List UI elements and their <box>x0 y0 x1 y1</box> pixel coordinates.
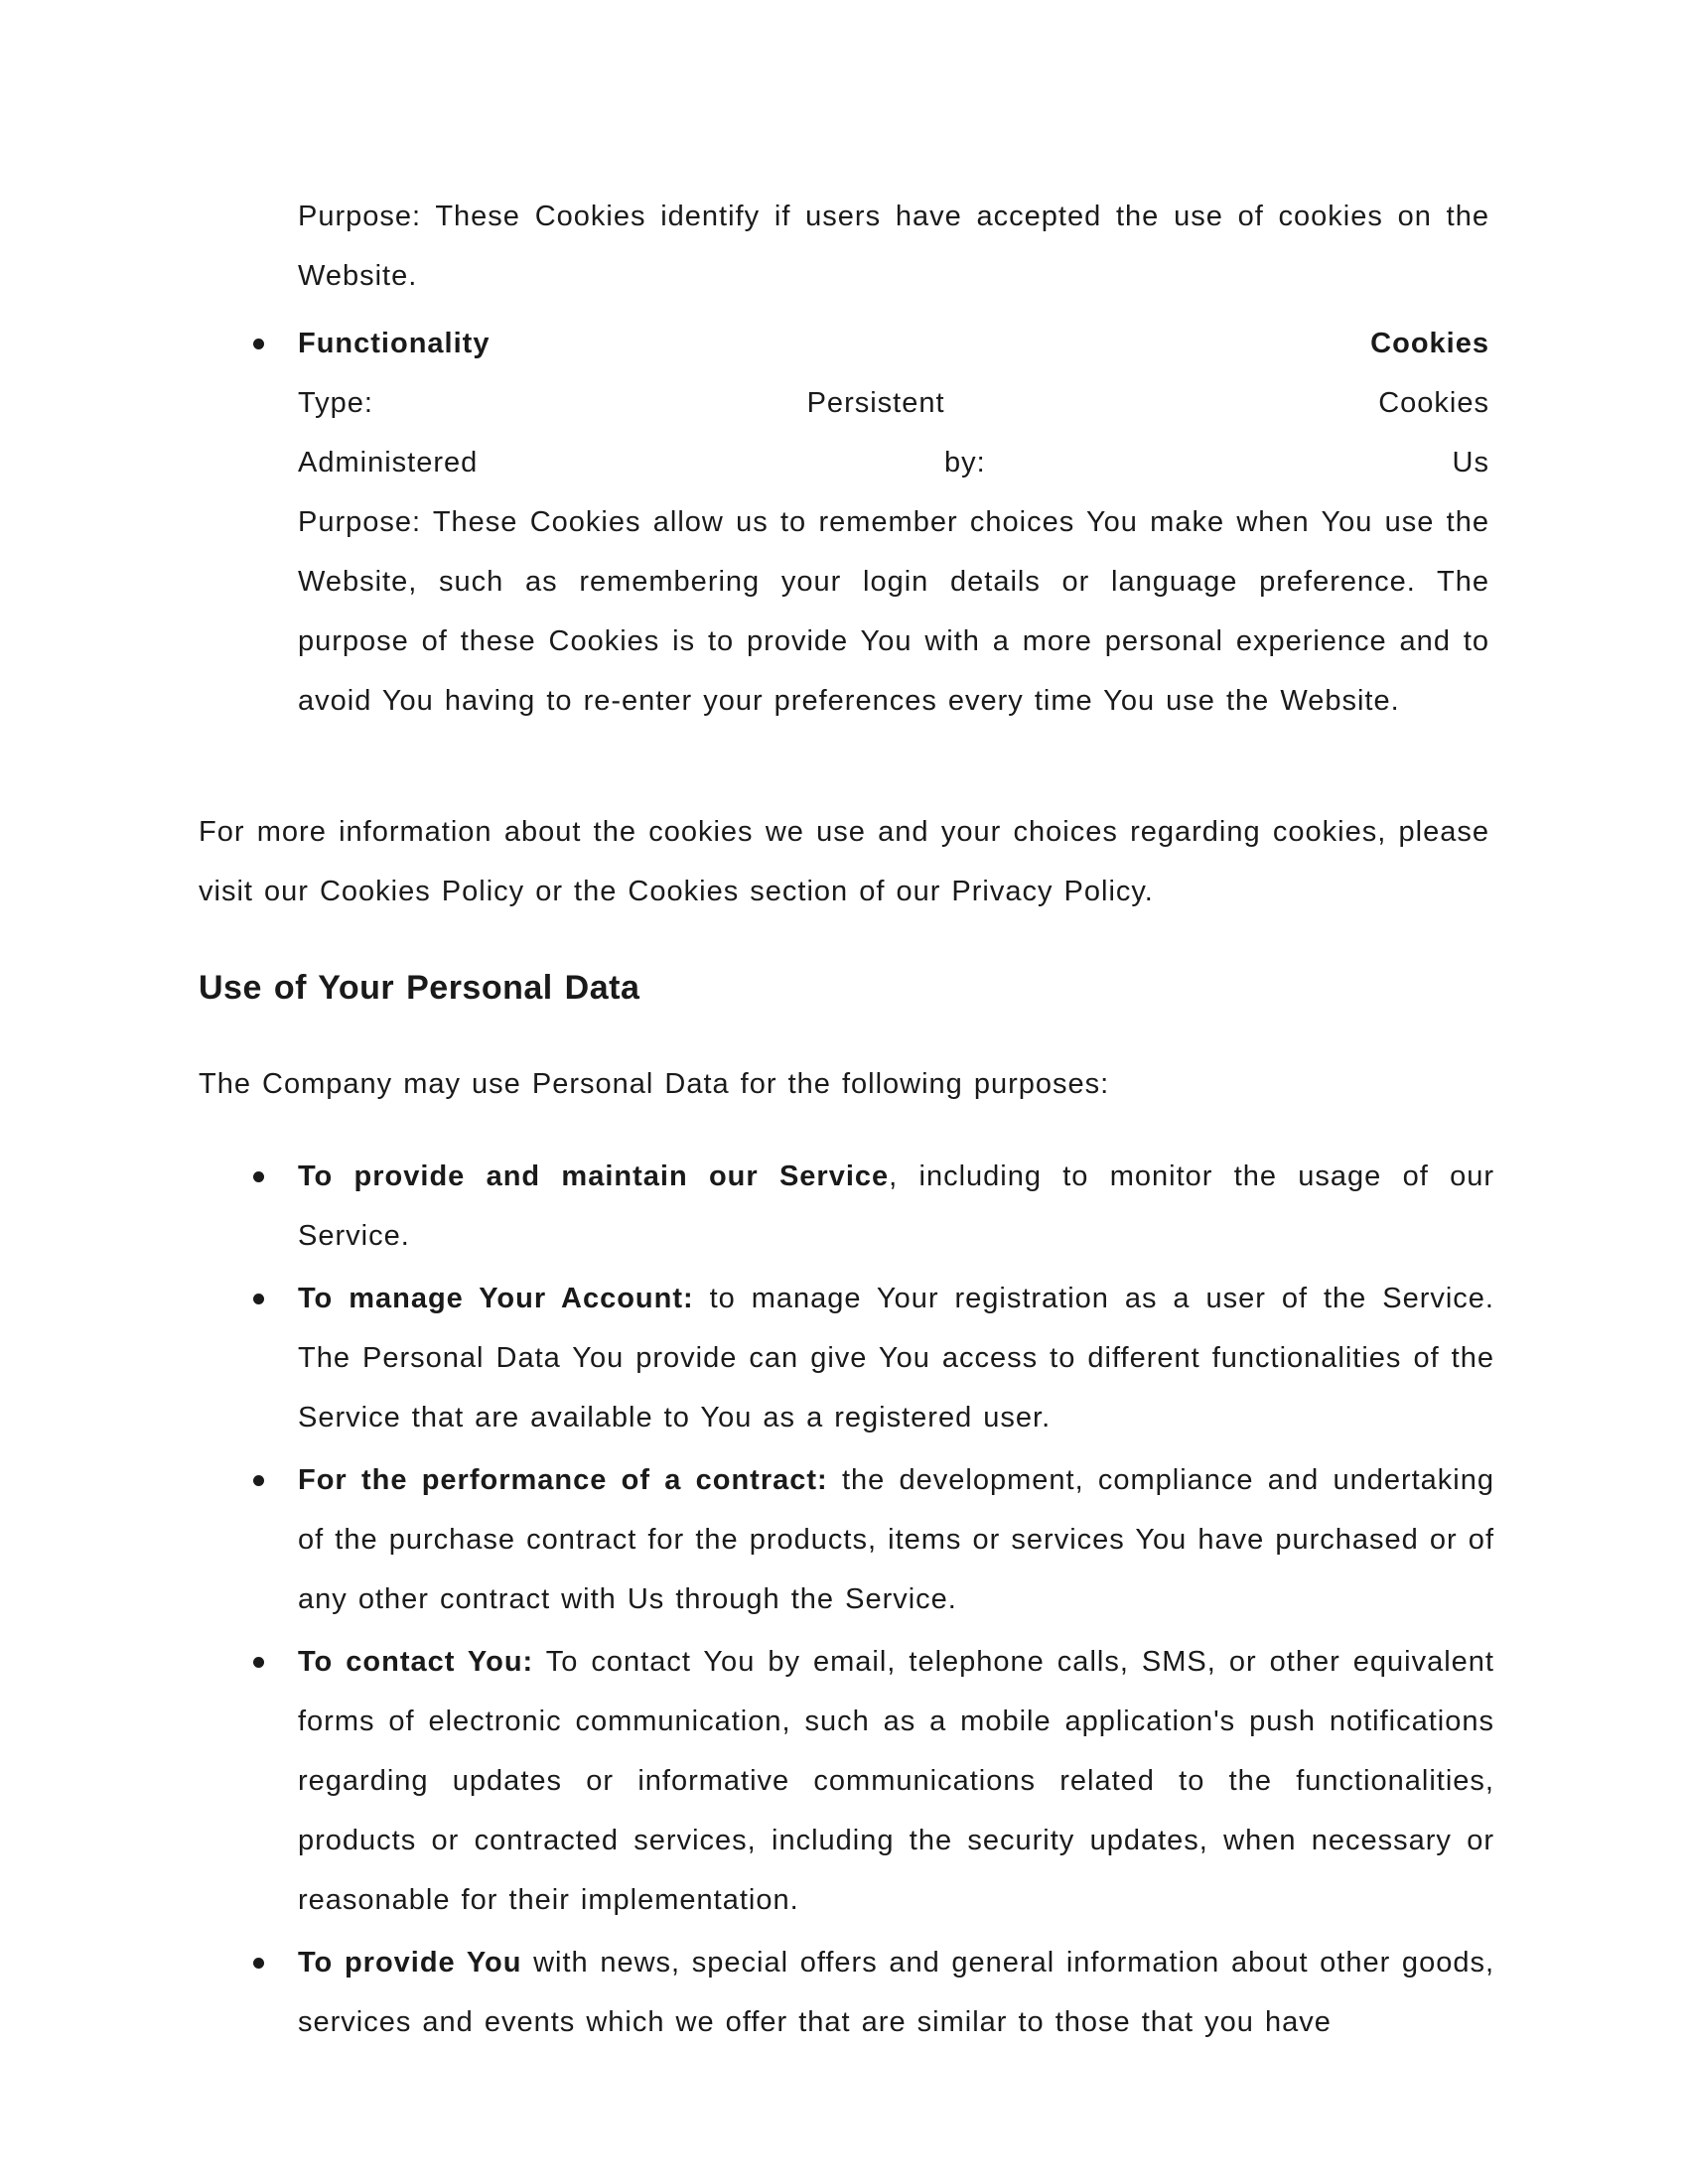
list-item-text <box>298 1147 1494 1266</box>
functionality-name-value: Cookies <box>1370 328 1489 359</box>
list-item-rest: with news, special offers and general information about other goods, services and events which we offer that are similar to those that you have <box>298 1947 1495 2038</box>
list-item-performance-of-contract <box>199 1450 1494 1629</box>
administered-by-row <box>298 433 1489 492</box>
cookie-type-value: Persistent <box>806 387 945 419</box>
list-item-rest: the development, compliance and undertaking of the purchase contract for the products, items or services You have purchased or of any other contract with Us through the Service. <box>298 1464 1494 1615</box>
list-item-bold-lead: To provide and maintain our Service <box>298 1160 890 1192</box>
cookie-type-suffix: Cookies <box>1378 387 1489 419</box>
list-item-bold-lead: For the performance of a contract: <box>298 1464 828 1496</box>
personal-data-intro-paragraph: The Company may use Personal Data for the following purposes: <box>199 1068 1110 1100</box>
bullet-icon <box>253 1657 264 1668</box>
list-item-manage-your-account <box>199 1269 1494 1447</box>
list-item-text <box>298 1933 1494 2052</box>
bullet-icon <box>253 1958 264 1969</box>
list-item-rest: to manage Your registration as a user of the Service. The Personal Data You provide can give You access to different functionalities of the Service that are available to You as a registered user. <box>298 1283 1494 1433</box>
cookie-type-row <box>298 373 1489 433</box>
functionality-title-row <box>298 314 1489 373</box>
bullet-icon <box>253 1294 264 1304</box>
list-item-rest: To contact You by email, telephone calls, SMS, or other equivalent forms of electronic communication, such as a mobile application's push notifications regarding updates or informative communications related to the functionalities, products or contracted services, including the security updates, when necessary or reasonable for their implementation. <box>298 1646 1494 1916</box>
purposes-list <box>199 1147 1495 2052</box>
list-item-text <box>298 1450 1494 1629</box>
administered-by-value: Us <box>1452 447 1489 478</box>
cookie-type-label: Type: <box>298 387 373 419</box>
list-item-to-provide-you-news <box>199 1933 1494 2052</box>
list-item-bold-lead: To manage Your Account: <box>298 1283 694 1314</box>
functionality-purpose-text: Purpose: These Cookies allow us to remember choices You make when You use the Website, such as remembering your login details or language preference. The purpose of these Cookies is to provide You with a more personal experience and to avoid You having to re-enter your preferences every time You use the Website. <box>298 506 1489 717</box>
list-item-provide-maintain-service <box>199 1147 1494 1266</box>
bullet-icon <box>253 1475 264 1486</box>
list-item-functionality-cookies <box>199 314 1489 731</box>
administered-by-label: by: <box>944 447 986 478</box>
list-item-text <box>298 1269 1494 1447</box>
list-item-bold-lead: To contact You: <box>298 1646 534 1678</box>
bullet-icon <box>253 1171 264 1182</box>
list-item-text <box>298 1632 1494 1930</box>
list-item-rest: , including to monitor the usage of our Service. <box>298 1160 1494 1252</box>
page-content <box>199 187 1495 2055</box>
cookie-acceptance-purpose-text: Purpose: These Cookies identify if users have accepted the use of cookies on the Website. <box>298 201 1489 292</box>
functionality-name-label: Functionality <box>298 328 491 359</box>
cookies-more-info-paragraph: For more information about the cookies we use and your choices regarding cookies, please visit our Cookies Policy or the Cookies section of our Privacy Policy. <box>199 816 1489 907</box>
bullet-icon <box>253 339 264 349</box>
list-item-bold-lead: To provide You <box>298 1947 522 1979</box>
section-heading-use-of-personal-data: Use of Your Personal Data <box>199 969 640 1007</box>
administered-label: Administered <box>298 447 479 478</box>
list-item-to-contact-you <box>199 1632 1494 1930</box>
